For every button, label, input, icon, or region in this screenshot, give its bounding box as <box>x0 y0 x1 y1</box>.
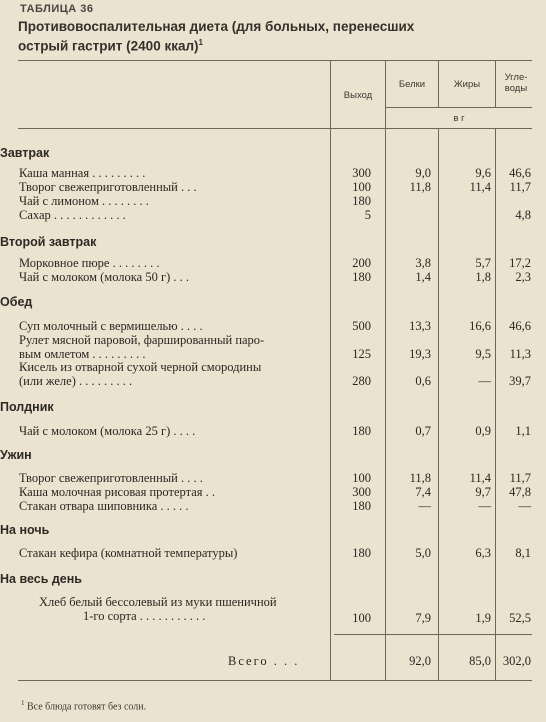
output-value: 300 <box>352 485 371 499</box>
dish-name: Кисель из отварной сухой черной смородины <box>19 360 262 374</box>
proteins-value: 0,7 <box>415 424 431 438</box>
fats-value: 1,8 <box>475 270 491 284</box>
fats-value: 11,4 <box>469 180 491 194</box>
proteins-value: — <box>418 499 431 513</box>
section-night: На ночь <box>0 523 50 537</box>
dish-name: Суп молочный с вермишелью . . . . <box>19 319 203 333</box>
output-value: 5 <box>364 208 371 222</box>
output-value: 100 <box>352 180 371 194</box>
dish-name: Чай с молоком (молока 50 г) . . . <box>19 270 189 284</box>
proteins-value: 13,3 <box>409 319 431 333</box>
table-number: ТАБЛИЦА 36 <box>20 3 94 15</box>
output-value: 280 <box>352 374 371 388</box>
col-rule-2 <box>385 60 386 680</box>
section-breakfast: Завтрак <box>0 146 50 160</box>
table-title <box>18 19 518 55</box>
carbs-value: 11,7 <box>509 180 531 194</box>
header-proteins: Белки <box>398 79 426 90</box>
output-value: 180 <box>352 194 371 208</box>
dish-name-continued: 1-го сорта . . . . . . . . . . . <box>83 609 206 623</box>
fats-value: — <box>478 499 491 513</box>
fats-value: 9,7 <box>475 485 491 499</box>
header-bottom-rule <box>18 128 532 129</box>
carbs-value: 46,6 <box>509 319 531 333</box>
output-value: 180 <box>352 424 371 438</box>
output-value: 180 <box>352 270 371 284</box>
proteins-value: 19,3 <box>409 347 431 361</box>
total-label: Всего . . . <box>228 654 300 668</box>
dish-name: Сахар . . . . . . . . . . . . <box>19 208 126 222</box>
carbs-value: — <box>518 499 531 513</box>
proteins-value: 7,4 <box>415 485 431 499</box>
total-fats: 85,0 <box>469 654 491 668</box>
dish-name: Морковное пюре . . . . . . . . <box>19 256 160 270</box>
section-afternoon-snack: Полдник <box>0 400 54 414</box>
carbs-value: 46,6 <box>509 166 531 180</box>
col-rule-3b <box>438 128 439 680</box>
title-line-1: Противовоспалительная диета (для больных, перенесших <box>18 19 415 34</box>
fats-value: 1,9 <box>475 611 491 625</box>
section-lunch: Обед <box>0 295 33 309</box>
proteins-value: 11,8 <box>409 180 431 194</box>
output-value: 180 <box>352 546 371 560</box>
output-value: 200 <box>352 256 371 270</box>
title-line-2: острый гастрит (2400 ккал) <box>18 38 199 54</box>
fats-value: 11,4 <box>469 471 491 485</box>
header-output: Выход <box>343 90 373 101</box>
proteins-value: 0,6 <box>415 374 431 388</box>
output-value: 100 <box>352 471 371 485</box>
dish-name: Стакан отвара шиповника . . . . . <box>19 499 189 513</box>
carbs-value: 2,3 <box>515 270 531 284</box>
table-top-rule <box>18 60 532 61</box>
proteins-value: 3,8 <box>415 256 431 270</box>
output-value: 125 <box>352 347 371 361</box>
fats-value: 9,5 <box>475 347 491 361</box>
proteins-value: 11,8 <box>409 471 431 485</box>
dish-name: Стакан кефира (комнатной температуры) <box>19 546 238 560</box>
section-second-breakfast: Второй завтрак <box>0 235 97 249</box>
dish-name: Каша молочная рисовая протертая . . <box>19 485 216 499</box>
carbs-value: 11,3 <box>509 347 531 361</box>
dish-name-continued: (или желе) . . . . . . . . . <box>19 374 133 388</box>
output-value: 180 <box>352 499 371 513</box>
unit-row-rule <box>386 107 532 108</box>
carbs-value: 52,5 <box>509 611 531 625</box>
carbs-value: 4,8 <box>515 208 531 222</box>
section-dinner: Ужин <box>0 448 32 462</box>
total-top-rule <box>334 634 532 635</box>
footnote-mark: 1 <box>21 699 25 707</box>
dish-name: Творог свежеприготовленный . . . <box>19 180 197 194</box>
title-footnote-mark: 1 <box>198 38 203 47</box>
footnote <box>21 699 146 712</box>
dish-name-continued: вым омлетом . . . . . . . . . <box>19 347 146 361</box>
fats-value: 6,3 <box>475 546 491 560</box>
col-rule-1 <box>330 60 331 680</box>
proteins-value: 1,4 <box>415 270 431 284</box>
header-unit: в г <box>453 113 465 124</box>
fats-value: — <box>478 374 491 388</box>
output-value: 300 <box>352 166 371 180</box>
proteins-value: 5,0 <box>415 546 431 560</box>
fats-value: 16,6 <box>469 319 491 333</box>
output-value: 500 <box>352 319 371 333</box>
carbs-value: 17,2 <box>509 256 531 270</box>
footnote-text: Все блюда готовят без соли. <box>27 701 147 713</box>
output-value: 100 <box>352 611 371 625</box>
dish-name: Чай с молоком (молока 25 г) . . . . <box>19 424 196 438</box>
total-proteins: 92,0 <box>409 654 431 668</box>
col-rule-4b <box>495 128 496 680</box>
carbs-value: 8,1 <box>515 546 531 560</box>
section-whole-day: На весь день <box>0 572 82 586</box>
dish-name: Рулет мясной паровой, фаршированный паро- <box>19 333 265 347</box>
carbs-value: 11,7 <box>509 471 531 485</box>
table-bottom-rule <box>18 680 532 681</box>
dish-name: Каша манная . . . . . . . . . <box>19 166 146 180</box>
header-carbs: Угле- воды <box>504 72 528 94</box>
proteins-value: 7,9 <box>415 611 431 625</box>
dish-name: Хлеб белый бессолевый из муки пшеничной <box>39 595 277 609</box>
dish-name: Творог свежеприготовленный . . . . <box>19 471 203 485</box>
fats-value: 0,9 <box>475 424 491 438</box>
proteins-value: 9,0 <box>415 166 431 180</box>
header-fats: Жиры <box>453 79 481 90</box>
fats-value: 5,7 <box>475 256 491 270</box>
total-carbs: 302,0 <box>502 654 531 668</box>
carbs-value: 1,1 <box>515 424 531 438</box>
dish-name: Чай с лимоном . . . . . . . . <box>19 194 149 208</box>
carbs-value: 39,7 <box>509 374 531 388</box>
carbs-value: 47,8 <box>509 485 531 499</box>
fats-value: 9,6 <box>475 166 491 180</box>
